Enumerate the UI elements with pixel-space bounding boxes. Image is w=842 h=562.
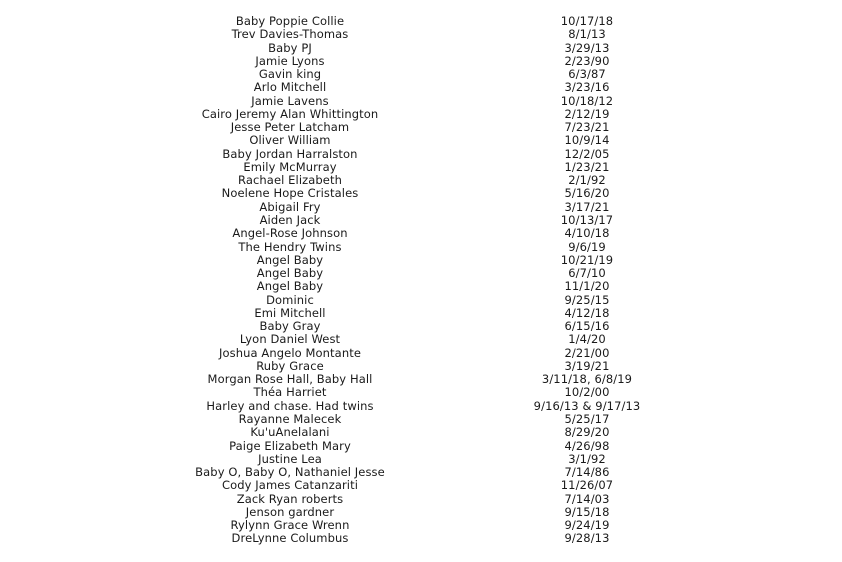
list-item [0,320,842,333]
list-item [0,532,842,545]
entry-name: Jesse Peter Latcham [230,120,350,135]
entry-date: 4/12/18 [564,305,610,320]
list-item [0,333,842,346]
list-item [0,453,842,466]
entry-date: 6/15/16 [564,319,610,334]
list-item [0,55,842,68]
list-item [0,506,842,519]
entry-date: 4/10/18 [564,226,610,241]
list-item [0,121,842,134]
entry-date: 12/2/05 [564,146,610,161]
entry-date: 11/26/07 [560,478,614,493]
entry-date: 3/11/18, 6/8/19 [541,372,633,387]
entry-date: 3/23/16 [564,80,610,95]
entry-date: 9/28/13 [564,531,610,546]
list-item [0,400,842,413]
entry-name: Cody James Catanzariti [221,478,359,493]
list-item [0,28,842,41]
entry-date: 3/17/21 [564,199,610,214]
entry-name: Baby PJ [268,40,312,55]
list-item [0,280,842,293]
entry-name: Angel Baby [256,279,324,294]
entry-date: 10/13/17 [560,212,614,227]
entry-date: 8/29/20 [564,425,610,440]
entry-date: 9/6/19 [568,239,606,254]
entry-name: Jamie Lavens [251,93,329,108]
entry-name: Justine Lea [258,451,322,466]
list-item [0,440,842,453]
entry-date: 9/16/13 & 9/17/13 [533,398,641,413]
entry-name: Angel Baby [256,266,324,281]
entry-date: 3/19/21 [564,358,610,373]
entry-name: Rayanne Malecek [238,411,342,426]
entry-date: 7/14/03 [564,491,610,506]
list-item [0,360,842,373]
entry-date: 10/18/12 [560,93,614,108]
entry-date: 2/12/19 [564,106,610,121]
entry-date: 2/1/92 [568,173,606,188]
entry-name: Aiden Jack [259,212,321,227]
entry-name: Angel Baby [256,252,324,267]
entry-name: Paige Elizabeth Mary [229,438,351,453]
entry-date: 9/24/19 [564,518,610,533]
entry-name: Zack Ryan roberts [236,491,344,506]
entry-date: 4/26/98 [564,438,610,453]
entry-name: Jenson gardner [245,504,335,519]
entry-name: Rachael Elizabeth [238,173,342,188]
list-item [0,294,842,307]
entry-name: Rylynn Grace Wrenn [230,518,350,533]
entry-name: Baby Gray [259,319,321,334]
list-item [0,42,842,55]
entry-name: Oliver William [249,133,331,148]
list-item [0,426,842,439]
list-item [0,373,842,386]
entry-name: Trev Davies-Thomas [231,27,349,42]
list-item [0,174,842,187]
list-item [0,95,842,108]
entry-name: Morgan Rose Hall, Baby Hall [207,372,373,387]
entry-date: 7/14/86 [564,465,610,480]
list-item [0,161,842,174]
list-item [0,493,842,506]
entry-name: Baby Jordan Harralston [222,146,358,161]
entry-name: DreLynne Columbus [231,531,349,546]
list-item [0,267,842,280]
list-item [0,187,842,200]
entry-date: 9/15/18 [564,504,610,519]
entry-name: Baby O, Baby O, Nathaniel Jesse [195,465,385,480]
entry-name: Gavin king [258,67,322,82]
list-item [0,134,842,147]
list-item [0,254,842,267]
entry-name: Emily McMurray [243,159,337,174]
list-item [0,466,842,479]
list-item [0,68,842,81]
list-item [0,386,842,399]
entry-date: 10/17/18 [560,14,614,28]
entry-name: Dominic [266,292,314,307]
entry-date: 10/9/14 [564,133,610,148]
list-item [0,15,842,28]
entry-name: Jamie Lyons [255,53,325,68]
entry-date: 10/21/19 [560,252,614,267]
entry-name: Ku'uAnelalani [250,425,330,440]
entry-date: 1/4/20 [568,332,606,347]
entry-name: Angel-Rose Johnson [232,226,348,241]
entry-date: 6/3/87 [568,67,606,82]
list-item [0,227,842,240]
entry-name: Baby Poppie Collie [235,14,345,28]
entry-name: Joshua Angelo Montante [219,345,361,360]
entry-date: 3/29/13 [564,40,610,55]
list-item [0,307,842,320]
list-item [0,519,842,532]
entry-date: 5/16/20 [564,186,610,201]
name-date-list [0,15,842,546]
list-item [0,108,842,121]
entry-name: Théa Harriet [253,385,327,400]
entry-date: 6/7/10 [568,266,606,281]
list-item [0,241,842,254]
entry-name: Lyon Daniel West [239,332,341,347]
entry-name: Abigail Fry [259,199,321,214]
entry-name: Harley and chase. Had twins [206,398,374,413]
list-item [0,148,842,161]
list-item [0,201,842,214]
list-item [0,413,842,426]
list-item [0,81,842,94]
list-item [0,347,842,360]
entry-name: Emi Mitchell [254,305,326,320]
entry-date: 7/23/21 [564,120,610,135]
entry-name: Cairo Jeremy Alan Whittington [201,106,379,121]
entry-date: 2/21/00 [564,345,610,360]
entry-date: 11/1/20 [564,279,610,294]
entry-date: 5/25/17 [564,411,610,426]
entry-date: 9/25/15 [564,292,610,307]
list-item [0,479,842,492]
entry-date: 3/1/92 [568,451,606,466]
entry-date: 1/23/21 [564,159,610,174]
entry-name: Arlo Mitchell [253,80,327,95]
entry-date: 10/2/00 [564,385,610,400]
entry-name: Ruby Grace [256,358,324,373]
entry-date: 2/23/90 [564,53,610,68]
entry-date: 8/1/13 [568,27,606,42]
entry-name: The Hendry Twins [238,239,342,254]
list-item [0,214,842,227]
entry-name: Noelene Hope Cristales [221,186,359,201]
